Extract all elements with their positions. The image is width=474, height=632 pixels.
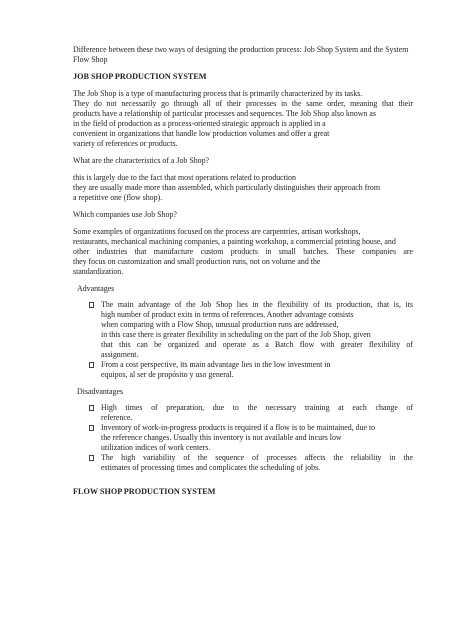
companies-paragraph xyxy=(73,227,413,277)
list-item xyxy=(89,423,413,453)
text-line: Inventory of work-in-progress products is required if a flow is to be maintained, due to xyxy=(101,423,376,432)
advantages-label: Advantages xyxy=(77,284,115,293)
text-line: this is largely due to the fact that most operations related to production xyxy=(73,173,296,182)
text-line: in this case there is greater flexibility in scheduling on the part of the Job Shop, given xyxy=(101,330,371,339)
list-item xyxy=(89,403,413,423)
text-line: Difference between these two ways of designing the production process: Job Shop System and the System xyxy=(73,45,409,54)
square-bullet-icon xyxy=(89,302,94,308)
characteristics-paragraph xyxy=(73,173,413,203)
text-line: Some examples of organizations focused on the process are carpentries, artisan workshops, xyxy=(73,227,361,236)
question-characteristics: What are the characteristics of a Job Shop? xyxy=(73,156,210,165)
text-line: standardization. xyxy=(73,267,124,276)
text-line: products have a relationship of particular processes and sequences. The Job Shop also known as xyxy=(73,109,376,118)
text-line: equipos, al ser de propósito y uso general. xyxy=(101,370,234,379)
square-bullet-icon xyxy=(89,405,94,411)
text-line: From a cost perspective, its main advantage lies in the low investment in xyxy=(101,360,331,369)
job-shop-definition-paragraph xyxy=(73,89,413,149)
text-line: The Job Shop is a type of manufacturing process that is primarily characterized by its tasks. xyxy=(73,89,363,98)
disadvantages-label: Disadvantages xyxy=(77,387,124,396)
text-line: The main advantage of the Job Shop lies in the flexibility of its production, that is, its xyxy=(101,300,413,309)
square-bullet-icon xyxy=(89,425,94,431)
text-line: they focus on customization and small production runs, not on volume and the xyxy=(73,257,321,266)
heading-job-shop: JOB SHOP PRODUCTION SYSTEM xyxy=(73,72,207,81)
text-line: estimates of processing times and complicates the scheduling of jobs. xyxy=(101,463,321,472)
text-line: they are usually made more than assembled, which particularly distinguishes their approach from xyxy=(73,183,380,192)
list-item xyxy=(89,300,413,360)
text-line: in the field of production as a process-oriented strategic approach is applied in a xyxy=(73,119,326,128)
list-item xyxy=(89,360,413,380)
text-line: assignment. xyxy=(101,350,139,359)
text-line: High times of preparation, due to the necessary training at each change of xyxy=(101,403,413,412)
text-line: high number of product exits in terms of references. Another advantage consists xyxy=(101,310,354,319)
text-line: They do not necessarily go through all of their processes in the same order, meaning that their xyxy=(73,99,413,108)
text-line: the reference changes. Usually this inventory is not available and incurs low xyxy=(101,433,342,442)
text-line: variety of references or products. xyxy=(73,139,178,148)
heading-flow-shop: FLOW SHOP PRODUCTION SYSTEM xyxy=(73,487,216,496)
text-line: The high variability of the sequence of processes affects the reliability in the xyxy=(101,453,413,462)
document-page xyxy=(73,45,413,504)
disadvantages-list xyxy=(89,403,413,473)
text-line: restaurants, mechanical machining companies, a painting workshop, a commercial printing house, and xyxy=(73,237,396,246)
text-line: Flow Shop xyxy=(73,55,108,64)
text-line: reference. xyxy=(101,413,133,422)
text-line: when comparing with a Flow Shop, unusual production runs are addressed, xyxy=(101,320,339,329)
square-bullet-icon xyxy=(89,455,94,461)
square-bullet-icon xyxy=(89,362,94,368)
text-line: convenient in organizations that handle low production volumes and offer a great xyxy=(73,129,330,138)
intro-paragraph xyxy=(73,45,413,65)
text-line: a repetitive one (flow shop). xyxy=(73,193,163,202)
list-item xyxy=(89,453,413,473)
advantages-list xyxy=(89,300,413,380)
text-line: other industries that manufacture custom products in small batches. These companies are xyxy=(73,247,413,256)
text-line: utilization indices of work centers. xyxy=(101,443,211,452)
question-companies: Which companies use Job Shop? xyxy=(73,210,177,219)
text-line: that this can be organized and operate as a Batch flow with greater flexibility of xyxy=(101,340,413,349)
